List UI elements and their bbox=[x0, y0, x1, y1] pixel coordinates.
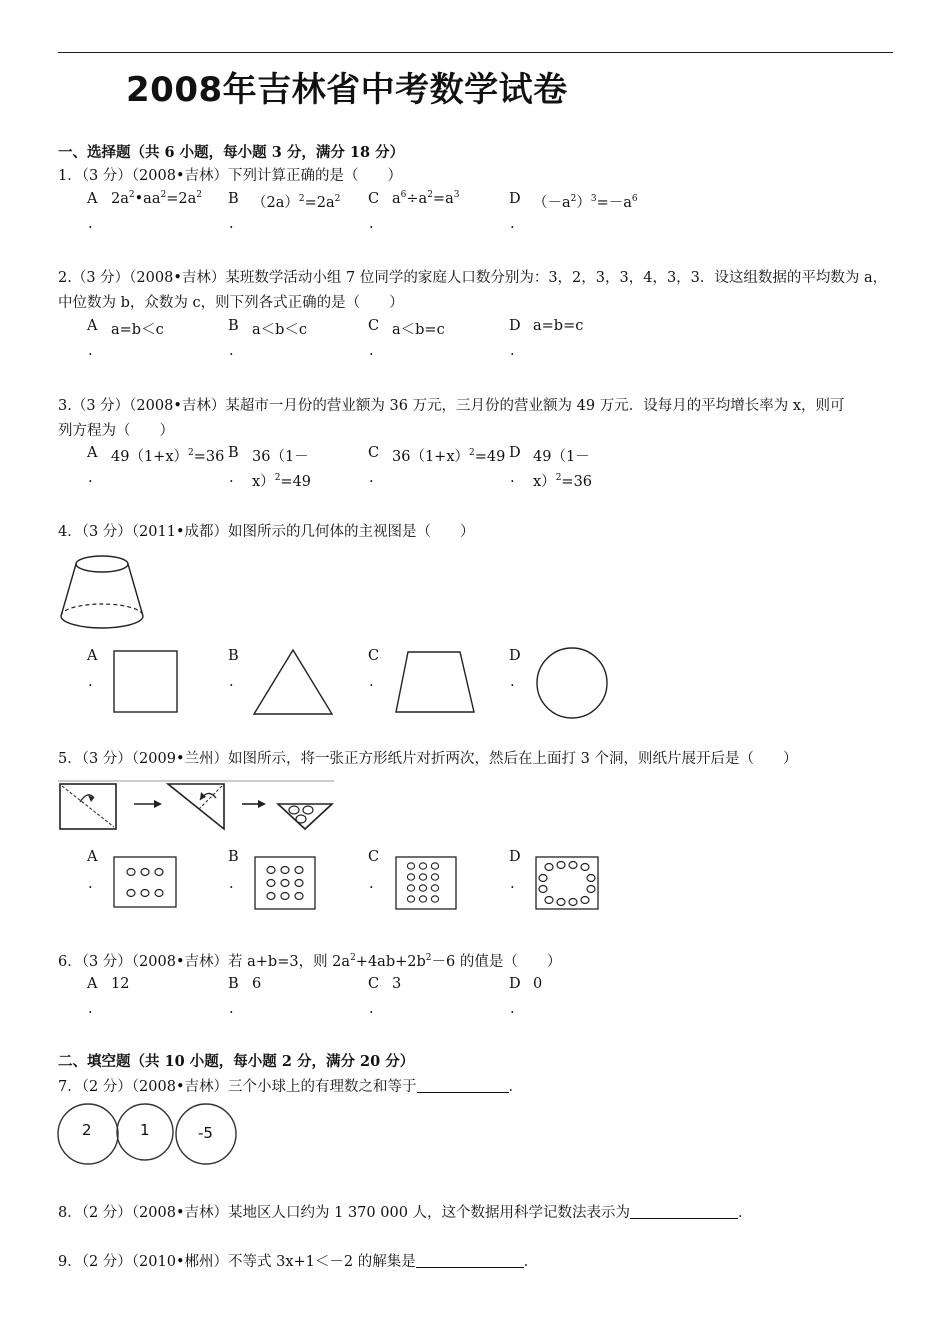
q6-option-a: 12 bbox=[111, 976, 130, 992]
ball-label-1: 2 bbox=[82, 1121, 92, 1139]
answer-blank[interactable] bbox=[417, 1078, 509, 1093]
question-2-line-1: 2.（3 分）（2008•吉林）某班数学活动小组 7 位同学的家庭人口数分别为：3，2，3，3，4，3，3．设这组数据的平均数为 a， bbox=[58, 270, 888, 286]
question-8-stem: 8．（2 分）（2008•吉林）某地区人口约为 1 370 000 人，这个数据用科学记数法表示为 ． bbox=[58, 1205, 753, 1221]
q6-option-c: 3 bbox=[392, 976, 402, 992]
section-heading-2: 二、填空题（共 10 小题，每小题 2 分，满分 20 分） bbox=[58, 1053, 415, 1070]
q1-option-c-letter: C bbox=[368, 191, 380, 207]
q6-option-c-letter: C bbox=[368, 976, 380, 992]
question-3-line-1: 3.（3 分）（2008•吉林）某超市一月份的营业额为 36 万元，三月份的营业额为 49 万元．设每月的平均增长率为 x，则可 bbox=[58, 398, 845, 414]
q2-option-d-letter: D bbox=[509, 318, 521, 334]
q3-dot-b: . bbox=[229, 470, 234, 486]
q4-option-b-letter: B bbox=[228, 648, 239, 664]
q5-option-a-letter: A bbox=[87, 849, 98, 865]
q3-option-c-letter: C bbox=[368, 445, 380, 461]
question-3-line-2: 列方程为（ ） bbox=[58, 423, 174, 439]
unfolded-paper-b bbox=[254, 856, 316, 910]
q2-option-b: a＜b＜c bbox=[252, 322, 308, 338]
q6-option-d: 0 bbox=[533, 976, 543, 992]
q1-option-d-letter: D bbox=[509, 191, 521, 207]
q3-option-c: $36(1+x)^2=49$ bbox=[392, 448, 506, 465]
q1-option-a: $2a^2•aa^2=2a^2$ bbox=[111, 190, 202, 207]
q5-option-c-letter: C bbox=[368, 849, 380, 865]
q1-dot-b: . bbox=[229, 216, 234, 232]
unfolded-paper-d bbox=[535, 856, 599, 910]
q3-option-a-letter: A bbox=[87, 445, 98, 461]
q6-dot-d: . bbox=[510, 1001, 515, 1017]
q3-option-b-letter: B bbox=[228, 445, 239, 461]
q3-option-a: $49(1+x)^2=36$ bbox=[111, 448, 225, 465]
q4-option-a-letter: A bbox=[87, 648, 98, 664]
q3-option-d-letter: D bbox=[509, 445, 521, 461]
q5-dot-c: . bbox=[369, 876, 374, 892]
q6-dot-a: . bbox=[88, 1001, 93, 1017]
q2-dot-b: . bbox=[229, 343, 234, 359]
unfolded-paper-a bbox=[113, 856, 177, 908]
frustum-figure bbox=[58, 554, 146, 632]
q4-dot-b: . bbox=[229, 674, 234, 690]
q3-option-d-line-1: 49（1－ bbox=[533, 449, 590, 465]
q5-option-d-letter: D bbox=[509, 849, 521, 865]
q6-option-a-letter: A bbox=[87, 976, 98, 992]
q1-dot-d: . bbox=[510, 216, 515, 232]
answer-blank[interactable] bbox=[630, 1204, 738, 1219]
q6-option-b: 6 bbox=[252, 976, 262, 992]
unfolded-paper-c bbox=[395, 856, 457, 910]
q5-dot-b: . bbox=[229, 876, 234, 892]
q2-option-b-letter: B bbox=[228, 318, 239, 334]
question-5-stem: 5．（3 分）（2009•兰州）如图所示，将一张正方形纸片对折两次，然后在上面打 3 个洞，则纸片展开后是（ ） bbox=[58, 751, 798, 767]
q3-dot-a: . bbox=[88, 470, 93, 486]
q2-option-a-letter: A bbox=[87, 318, 98, 334]
triangle-view bbox=[252, 648, 334, 716]
question-1-stem: 1．（3 分）（2008•吉林）下列计算正确的是（ ） bbox=[58, 168, 403, 184]
q2-option-d: a=b=c bbox=[533, 318, 584, 334]
question-2-line-2: 中位数为 b，众数为 c，则下列各式正确的是（ ） bbox=[58, 295, 404, 311]
q5-dot-a: . bbox=[88, 876, 93, 892]
question-6-stem: 6．（3 分）（2008•吉林）若 a+b=3，则 $2a^2+4ab+2b^2-6$ 的值是（ ） bbox=[58, 953, 562, 970]
section-heading: 一、选择题（共 6 小题，每小题 3 分，满分 18 分） bbox=[58, 144, 405, 161]
q6-option-b-letter: B bbox=[228, 976, 239, 992]
q4-option-c-letter: C bbox=[368, 648, 380, 664]
q2-option-a: a=b＜c bbox=[111, 322, 164, 338]
trapezoid-view bbox=[394, 650, 476, 714]
q6-option-d-letter: D bbox=[509, 976, 521, 992]
q2-dot-d: . bbox=[510, 343, 515, 359]
question-7-stem: 7．（2 分）（2008•吉林）三个小球上的有理数之和等于 ． bbox=[58, 1079, 524, 1095]
q5-dot-d: . bbox=[510, 876, 515, 892]
q6-dot-c: . bbox=[369, 1001, 374, 1017]
q3-dot-d: . bbox=[510, 470, 515, 486]
q3-option-b-line-1: 36（1－ bbox=[252, 449, 309, 465]
q2-option-c-letter: C bbox=[368, 318, 380, 334]
q1-option-b: $(2a)^2=2a^2$ bbox=[252, 194, 341, 211]
q2-option-c: a＜b=c bbox=[392, 322, 445, 338]
q4-option-d-letter: D bbox=[509, 648, 521, 664]
q3-option-b-line-2: x）$^2$=49 bbox=[252, 473, 312, 490]
ball-label-3: -5 bbox=[198, 1124, 213, 1142]
q2-dot-a: . bbox=[88, 343, 93, 359]
question-9-stem: 9．（2 分）（2010•郴州）不等式 3x+1＜－2 的解集是 ． bbox=[58, 1254, 539, 1270]
q4-dot-d: . bbox=[510, 674, 515, 690]
q1-option-c: $a^6\div a^2=a^3$ bbox=[392, 190, 460, 207]
top-rule bbox=[58, 52, 893, 53]
paper-fold-figure bbox=[58, 780, 336, 832]
q1-option-d: $(-a^2)^3=-a^6$ bbox=[533, 194, 638, 211]
q6-dot-b: . bbox=[229, 1001, 234, 1017]
q4-dot-c: . bbox=[369, 674, 374, 690]
q2-dot-c: . bbox=[369, 343, 374, 359]
q1-dot-a: . bbox=[88, 216, 93, 232]
ball-label-2: 1 bbox=[140, 1121, 150, 1139]
q1-dot-c: . bbox=[369, 216, 374, 232]
page-title: 2008年吉林省中考数学试卷 bbox=[126, 70, 568, 110]
q5-option-b-letter: B bbox=[228, 849, 239, 865]
square-view bbox=[113, 650, 179, 714]
q3-dot-c: . bbox=[369, 470, 374, 486]
question-4-stem: 4．（3 分）（2011•成都）如图所示的几何体的主视图是（ ） bbox=[58, 524, 475, 540]
answer-blank[interactable] bbox=[416, 1253, 524, 1268]
q1-option-a-letter: A bbox=[87, 191, 98, 207]
q4-dot-a: . bbox=[88, 674, 93, 690]
q3-option-d-line-2: x）$^2$=36 bbox=[533, 473, 593, 490]
q1-option-b-letter: B bbox=[228, 191, 239, 207]
circle-view bbox=[535, 646, 609, 720]
